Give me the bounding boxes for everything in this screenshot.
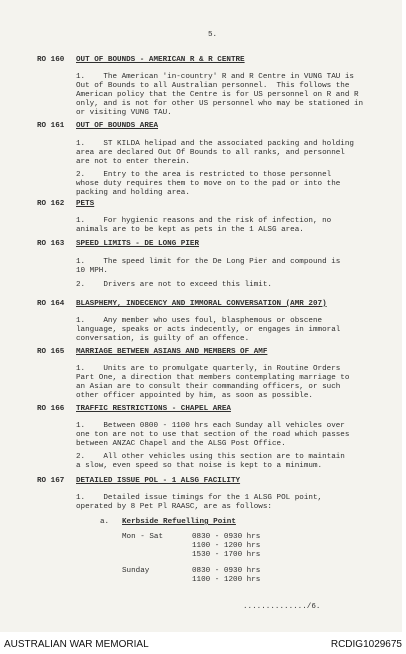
paragraph-ro-161-2: 2. Entry to the area is restricted to those personnel whose duty requires them to move on to the pad or into the packing and holding area.: [76, 171, 341, 197]
page-number: 5.: [208, 31, 218, 39]
footer-record-id: RCDIG1029675: [330, 639, 402, 650]
ro-number-165: RO 165: [37, 348, 65, 356]
ro-number-163: RO 163: [37, 240, 65, 248]
paragraph-ro-162-1: 1. For hygienic reasons and the risk of infection, no animals are to be kept as pets in the 1 ALSG area.: [76, 217, 332, 234]
continuation-marker: ............../6.: [243, 603, 321, 611]
ro-number-166: RO 166: [37, 405, 65, 413]
paragraph-ro-161-1: 1. ST KILDA helipad and the associated packing and holding area are declared Out Of Bounds to all ranks, and personnel are not to enter therein.: [76, 140, 354, 166]
refuelling-title: Kerbside Refuelling Point: [122, 518, 236, 526]
heading-ro-164: BLASPHEMY, INDECENCY AND IMMORAL CONVERSATION (AMR 207): [76, 300, 327, 308]
ro-number-162: RO 162: [37, 200, 65, 208]
paragraph-ro-166-1: 1. Between 0800 - 1100 hrs each Sunday all vehicles over one ton are not to use that section of the road which passes between ANZAC Chapel and the ALSG Post Office.: [76, 422, 350, 448]
schedule-day-weekday: Mon - Sat: [122, 533, 164, 541]
paragraph-ro-167-1: 1. Detailed issue timings for the 1 ALSG POL point, operated by 8 Pet Pl RAASC, are as follows:: [76, 494, 323, 511]
paragraph-ro-164-1: 1. Any member who uses foul, blasphemous or obscene language, speaks or acts indecently, or engages in immoral conversation, is guilty of an offence.: [76, 317, 341, 343]
ro-number-161: RO 161: [37, 122, 65, 130]
schedule-times-sunday: 0830 - 0930 hrs 1100 - 1200 hrs: [192, 567, 261, 584]
ro-number-167: RO 167: [37, 477, 65, 485]
heading-ro-165: MARRIAGE BETWEEN ASIANS AND MEMBERS OF AMF: [76, 348, 268, 356]
subitem-label: a.: [100, 518, 110, 526]
footer-archive-name: AUSTRALIAN WAR MEMORIAL: [4, 639, 149, 650]
paragraph-ro-163-2: 2. Drivers are not to exceed this limit.: [76, 281, 272, 289]
paragraph-ro-165-1: 1. Units are to promulgate quarterly, in Routine Orders Part One, a direction that members contemplating marriage to an Asian are to consult their commanding officers, or such other officer appointed by him, as soon as possible.: [76, 365, 350, 400]
heading-ro-167: DETAILED ISSUE POL - 1 ALSG FACILITY: [76, 477, 241, 485]
heading-ro-160: OUT OF BOUNDS - AMERICAN R & R CENTRE: [76, 56, 245, 64]
ro-number-160: RO 160: [37, 56, 65, 64]
heading-ro-163: SPEED LIMITS - DE LONG PIER: [76, 240, 200, 248]
paragraph-ro-163-1: 1. The speed limit for the De Long Pier and compound is 10 MPH.: [76, 258, 341, 275]
paragraph-ro-166-2: 2. All other vehicles using this section are to maintain a slow, even speed so that noise is kept to a minimum.: [76, 453, 345, 470]
schedule-day-sunday: Sunday: [122, 567, 150, 575]
paragraph-ro-160-1: 1. The American 'in-country' R and R Centre in VUNG TAU is Out of Bounds to all Australian personnel. This follows the American policy that the Centre is for US personnel on R and R only, and is not for other US personnel who may be stationed in or visiting VUNG TAU.: [76, 73, 364, 117]
schedule-times-weekday: 0830 - 0930 hrs 1100 - 1200 hrs 1530 - 1700 hrs: [192, 533, 261, 559]
ro-number-164: RO 164: [37, 300, 65, 308]
heading-ro-161: OUT OF BOUNDS AREA: [76, 122, 159, 130]
heading-ro-166: TRAFFIC RESTRICTIONS - CHAPEL AREA: [76, 405, 231, 413]
heading-ro-162: PETS: [76, 200, 95, 208]
